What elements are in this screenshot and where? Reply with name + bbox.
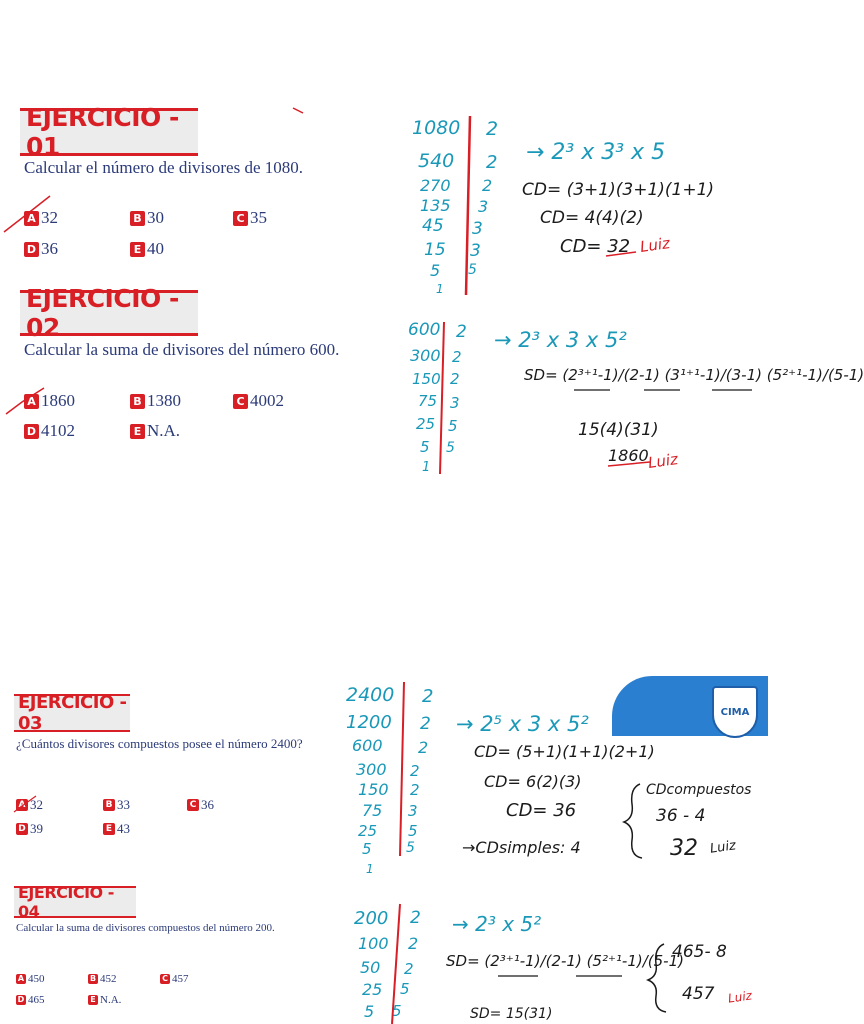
ex2-div-left-1: 300 bbox=[410, 346, 441, 365]
ex3-div-left-6: 25 bbox=[358, 822, 378, 840]
ex2-div-left-3: 75 bbox=[418, 392, 438, 410]
ex3-brace-line2: 36 - 4 bbox=[656, 806, 706, 826]
ex2-option-a[interactable] bbox=[24, 391, 75, 411]
ex1-cd-line3: CD= 32 bbox=[560, 236, 631, 257]
ex4-div-right-4: 5 bbox=[392, 1002, 402, 1020]
ex4-title-banner bbox=[14, 883, 136, 921]
ex4-option-e-value: N.A. bbox=[100, 994, 122, 1006]
ex1-div-right-4: 3 bbox=[472, 219, 483, 239]
option-letter-e: E bbox=[88, 995, 98, 1005]
ex3-div-left-3: 300 bbox=[356, 760, 387, 779]
ex3-div-left-1: 1200 bbox=[346, 712, 392, 733]
option-letter-d: D bbox=[24, 242, 39, 257]
ex2-div-right-5: 5 bbox=[446, 440, 455, 456]
ex4-question: Calcular la suma de divisores compuestos del número 200. bbox=[16, 922, 275, 934]
ex1-signature: Luiz bbox=[638, 234, 672, 256]
ex3-signature: Luiz bbox=[709, 838, 737, 857]
ex2-question: Calcular la suma de divisores del número 600. bbox=[24, 340, 340, 359]
ex4-option-b-value: 452 bbox=[100, 973, 117, 985]
ex2-option-c-value: 4002 bbox=[250, 391, 284, 410]
ex4-signature: Luiz bbox=[727, 988, 753, 1006]
ex3-div-left-4: 150 bbox=[358, 780, 389, 799]
ex4-div-left-2: 50 bbox=[360, 958, 381, 977]
ex1-div-right-6: 5 bbox=[468, 262, 477, 278]
ex2-option-d-value: 4102 bbox=[41, 421, 75, 440]
ex4-div-right-2: 2 bbox=[404, 960, 414, 978]
option-letter-d: D bbox=[24, 424, 39, 439]
ex4-brace-line1: 465- 8 bbox=[672, 942, 727, 962]
ex3-division-bar bbox=[400, 682, 404, 856]
option-letter-e: E bbox=[130, 242, 145, 257]
option-letter-c: C bbox=[233, 211, 248, 226]
ex3-title-banner bbox=[14, 694, 130, 732]
ex3-option-b-value: 33 bbox=[117, 797, 130, 812]
ex1-div-left-1: 540 bbox=[418, 150, 455, 172]
ex2-div-left-0: 600 bbox=[408, 320, 441, 340]
ex3-question: ¿Cuántos divisores compuestos posee el número 2400? bbox=[16, 736, 303, 751]
ex3-option-c[interactable] bbox=[187, 797, 214, 813]
ex2-option-c[interactable] bbox=[233, 391, 284, 411]
ex3-div-left-2: 600 bbox=[352, 736, 383, 755]
ex3-option-a-value: 32 bbox=[30, 797, 43, 812]
ex3-option-e[interactable] bbox=[103, 821, 130, 837]
ex1-div-right-3: 3 bbox=[478, 197, 489, 216]
option-letter-e: E bbox=[103, 823, 115, 835]
ex3-option-b[interactable] bbox=[103, 797, 130, 813]
ex4-div-left-3: 25 bbox=[362, 980, 383, 999]
ex1-cd-line1: CD= (3+1)(3+1)(1+1) bbox=[522, 180, 715, 200]
cima-logo bbox=[712, 686, 758, 738]
ex4-option-e[interactable] bbox=[88, 994, 121, 1006]
ex2-div-left-2: 150 bbox=[412, 370, 441, 388]
ex1-div-left-6: 5 bbox=[430, 261, 441, 280]
ex4-option-d-value: 465 bbox=[28, 994, 45, 1006]
ex1-div-left-5: 15 bbox=[424, 240, 446, 260]
ex3-div-left-5: 75 bbox=[362, 801, 383, 820]
ex4-title: EJERCICIO - 04 bbox=[18, 883, 114, 921]
ex3-cd-line1: CD= (5+1)(1+1)(2+1) bbox=[474, 742, 655, 761]
ex3-div-right-3: 2 bbox=[410, 762, 420, 780]
ex1-option-e[interactable] bbox=[130, 239, 164, 259]
ex1-div-right-5: 3 bbox=[470, 241, 481, 261]
option-letter-e: E bbox=[130, 424, 145, 439]
ex2-div-right-4: 5 bbox=[448, 417, 458, 435]
ex1-div-left-0: 1080 bbox=[412, 117, 461, 139]
ex2-div-right-2: 2 bbox=[450, 370, 460, 388]
ex2-sd-line1: SD= (2³⁺¹-1)/(2-1) (3¹⁺¹-1)/(3-1) (5²⁺¹-1)/(5-1) bbox=[524, 366, 864, 384]
ex1-option-a-value: 32 bbox=[41, 208, 58, 227]
option-letter-c: C bbox=[233, 394, 248, 409]
ex3-option-a[interactable] bbox=[16, 797, 43, 813]
ex3-div-right-1: 2 bbox=[420, 714, 431, 734]
ex1-option-a[interactable] bbox=[24, 208, 58, 228]
option-letter-a: A bbox=[24, 211, 39, 226]
ex2-option-b-value: 1380 bbox=[147, 391, 181, 410]
ex3-div-right-0: 2 bbox=[422, 686, 434, 707]
ex3-option-d[interactable] bbox=[16, 821, 43, 837]
ex2-div-right-1: 2 bbox=[452, 348, 462, 366]
option-letter-c: C bbox=[160, 974, 170, 984]
ex4-brace-line2: 457 bbox=[682, 984, 715, 1004]
ex3-option-e-value: 43 bbox=[117, 821, 130, 836]
ex4-option-a-value: 450 bbox=[28, 973, 45, 985]
ex4-factorization: → 2³ x 5² bbox=[452, 912, 542, 936]
ex4-div-right-1: 2 bbox=[408, 934, 419, 953]
ex1-option-c-value: 35 bbox=[250, 208, 267, 227]
option-letter-d: D bbox=[16, 823, 28, 835]
ex1-title: EJERCICIO - 01 bbox=[26, 103, 179, 161]
ex4-sd-line2: SD= 15(31) bbox=[470, 1006, 553, 1022]
option-letter-a: A bbox=[16, 799, 28, 811]
ex2-div-right-0: 2 bbox=[456, 322, 467, 342]
ex4-div-left-4: 5 bbox=[364, 1002, 375, 1021]
option-letter-c: C bbox=[187, 799, 199, 811]
ex1-option-b-value: 30 bbox=[147, 208, 164, 227]
ex3-div-right-2: 2 bbox=[418, 738, 429, 757]
ex3-brace-line1: CDcompuestos bbox=[646, 782, 752, 798]
ex4-div-left-1: 100 bbox=[358, 934, 389, 953]
ex2-option-e[interactable] bbox=[130, 421, 180, 441]
ex3-option-c-value: 36 bbox=[201, 797, 214, 812]
ex3-option-d-value: 39 bbox=[30, 821, 43, 836]
ex1-div-left-4: 45 bbox=[422, 216, 444, 236]
ex2-div-left-5: 5 bbox=[420, 438, 430, 456]
ex3-div-right-6: 5 bbox=[408, 822, 418, 840]
stray-red-mark bbox=[293, 108, 303, 113]
ex1-option-c[interactable] bbox=[233, 208, 267, 228]
ex1-div-right-0: 2 bbox=[486, 118, 499, 140]
ex1-factorization: → 2³ x 3³ x 5 bbox=[526, 140, 666, 165]
ex2-title-banner bbox=[20, 284, 198, 342]
ex3-title: EJERCICIO - 03 bbox=[18, 692, 127, 734]
option-letter-b: B bbox=[130, 211, 145, 226]
ex1-div-left-3: 135 bbox=[420, 196, 451, 215]
ex4-option-d[interactable] bbox=[16, 994, 45, 1006]
ex4-div-right-0: 2 bbox=[410, 908, 421, 928]
ex1-div-right-2: 2 bbox=[482, 176, 493, 195]
ex4-option-c-value: 457 bbox=[172, 973, 189, 985]
ex2-division-bar bbox=[440, 322, 444, 474]
ex4-sd-line1: SD= (2³⁺¹-1)/(2-1) (5²⁺¹-1)/(5-1) bbox=[446, 952, 684, 970]
ex3-div-left-0: 2400 bbox=[346, 684, 395, 706]
ex2-option-a-value: 1860 bbox=[41, 391, 75, 410]
ex1-div-left-7: 1 bbox=[436, 282, 444, 296]
ex1-option-d[interactable] bbox=[24, 239, 58, 259]
ex3-div-right-5: 3 bbox=[408, 802, 418, 820]
cima-logo-text: CIMA bbox=[720, 706, 750, 718]
ex3-cd-line3: CD= 36 bbox=[506, 800, 577, 821]
ex1-cd-line2: CD= 4(4)(2) bbox=[540, 208, 644, 228]
ex3-factorization: → 2⁵ x 3 x 5² bbox=[456, 712, 589, 736]
ex1-option-d-value: 36 bbox=[41, 239, 58, 258]
ex1-question: Calcular el número de divisores de 1080. bbox=[24, 158, 304, 177]
ex3-div-right-7: 5 bbox=[406, 840, 415, 856]
ex2-option-d[interactable] bbox=[24, 421, 75, 441]
option-letter-a: A bbox=[24, 394, 39, 409]
ex1-option-b[interactable] bbox=[130, 208, 164, 228]
ex3-cd-simples: →CDsimples: 4 bbox=[462, 838, 581, 857]
ex2-title: EJERCICIO - 02 bbox=[26, 284, 179, 342]
ex2-sd-line2: 15(4)(31) bbox=[578, 420, 659, 440]
ex2-option-b[interactable] bbox=[130, 391, 181, 411]
ex3-cd-line2: CD= 6(2)(3) bbox=[484, 772, 582, 791]
option-letter-b: B bbox=[130, 394, 145, 409]
ex3-div-left-8: 1 bbox=[366, 862, 374, 876]
ex2-factorization: → 2³ x 3 x 5² bbox=[494, 328, 627, 352]
ex4-option-c[interactable] bbox=[160, 973, 189, 985]
ex4-div-right-3: 5 bbox=[400, 980, 410, 998]
ex3-brace-line3: 32 bbox=[670, 836, 698, 861]
ex1-title-banner bbox=[20, 103, 198, 161]
option-letter-d: D bbox=[17, 995, 25, 1004]
option-letter-b: B bbox=[103, 799, 115, 811]
ex2-signature: Luiz bbox=[646, 450, 680, 472]
ex4-div-left-0: 200 bbox=[354, 908, 389, 929]
option-letter-b: B bbox=[89, 974, 97, 983]
ex2-div-left-6: 1 bbox=[422, 460, 431, 475]
ex4-option-a[interactable] bbox=[16, 973, 45, 985]
ex1-div-right-1: 2 bbox=[486, 152, 498, 173]
ex2-div-left-4: 25 bbox=[416, 415, 436, 433]
option-letter-a: A bbox=[17, 974, 25, 983]
ex3-brace bbox=[624, 784, 642, 858]
ex2-option-e-value: N.A. bbox=[147, 421, 181, 440]
ex2-sd-line3: 1860 bbox=[608, 446, 649, 465]
ex3-div-left-7: 5 bbox=[362, 840, 372, 858]
ex4-option-b[interactable] bbox=[88, 973, 117, 985]
ex3-div-right-4: 2 bbox=[410, 781, 420, 799]
ex1-option-e-value: 40 bbox=[147, 239, 164, 258]
ex1-div-left-2: 270 bbox=[420, 176, 451, 195]
ex2-div-right-3: 3 bbox=[450, 394, 460, 412]
